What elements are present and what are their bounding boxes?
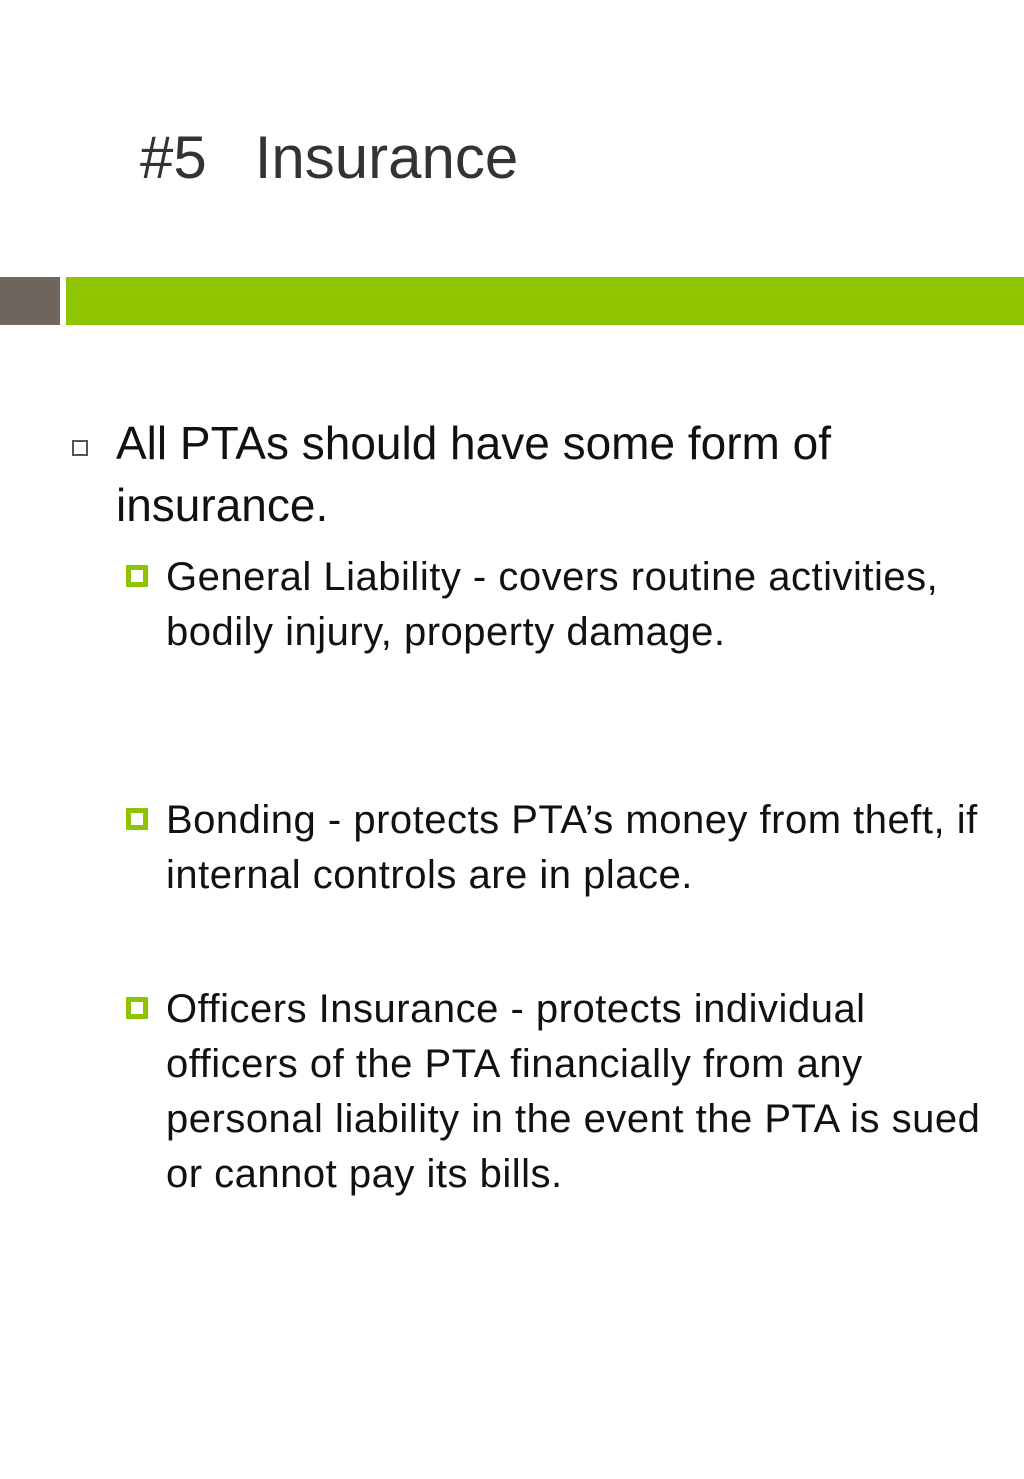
main-bullet [72, 412, 932, 536]
sub-bullet-officers-insurance [126, 982, 986, 1202]
header-band-gray [0, 277, 60, 325]
sub-bullet-text: Bonding - protects PTA’s money from theft, if internal controls are in place. [166, 798, 978, 897]
hollow-square-bullet-icon [72, 440, 88, 456]
header-band-green [66, 277, 1024, 325]
slide-title-text: Insurance [254, 124, 519, 191]
slide-title-number: #5 [140, 124, 207, 191]
sub-bullet-bonding [126, 793, 986, 903]
main-bullet-text: All PTAs should have some form of insurance. [116, 417, 831, 531]
green-square-bullet-icon [126, 565, 148, 587]
sub-bullet-text: Officers Insurance - protects individual officers of the PTA financially from any personal liability in the event the PTA is sued or cannot pay its bills. [166, 987, 981, 1196]
sub-bullet-general-liability [126, 550, 986, 660]
green-square-bullet-icon [126, 808, 148, 830]
sub-bullet-text: General Liability - covers routine activities, bodily injury, property damage. [166, 555, 939, 654]
green-square-bullet-icon [126, 997, 148, 1019]
slide-title [140, 118, 518, 198]
